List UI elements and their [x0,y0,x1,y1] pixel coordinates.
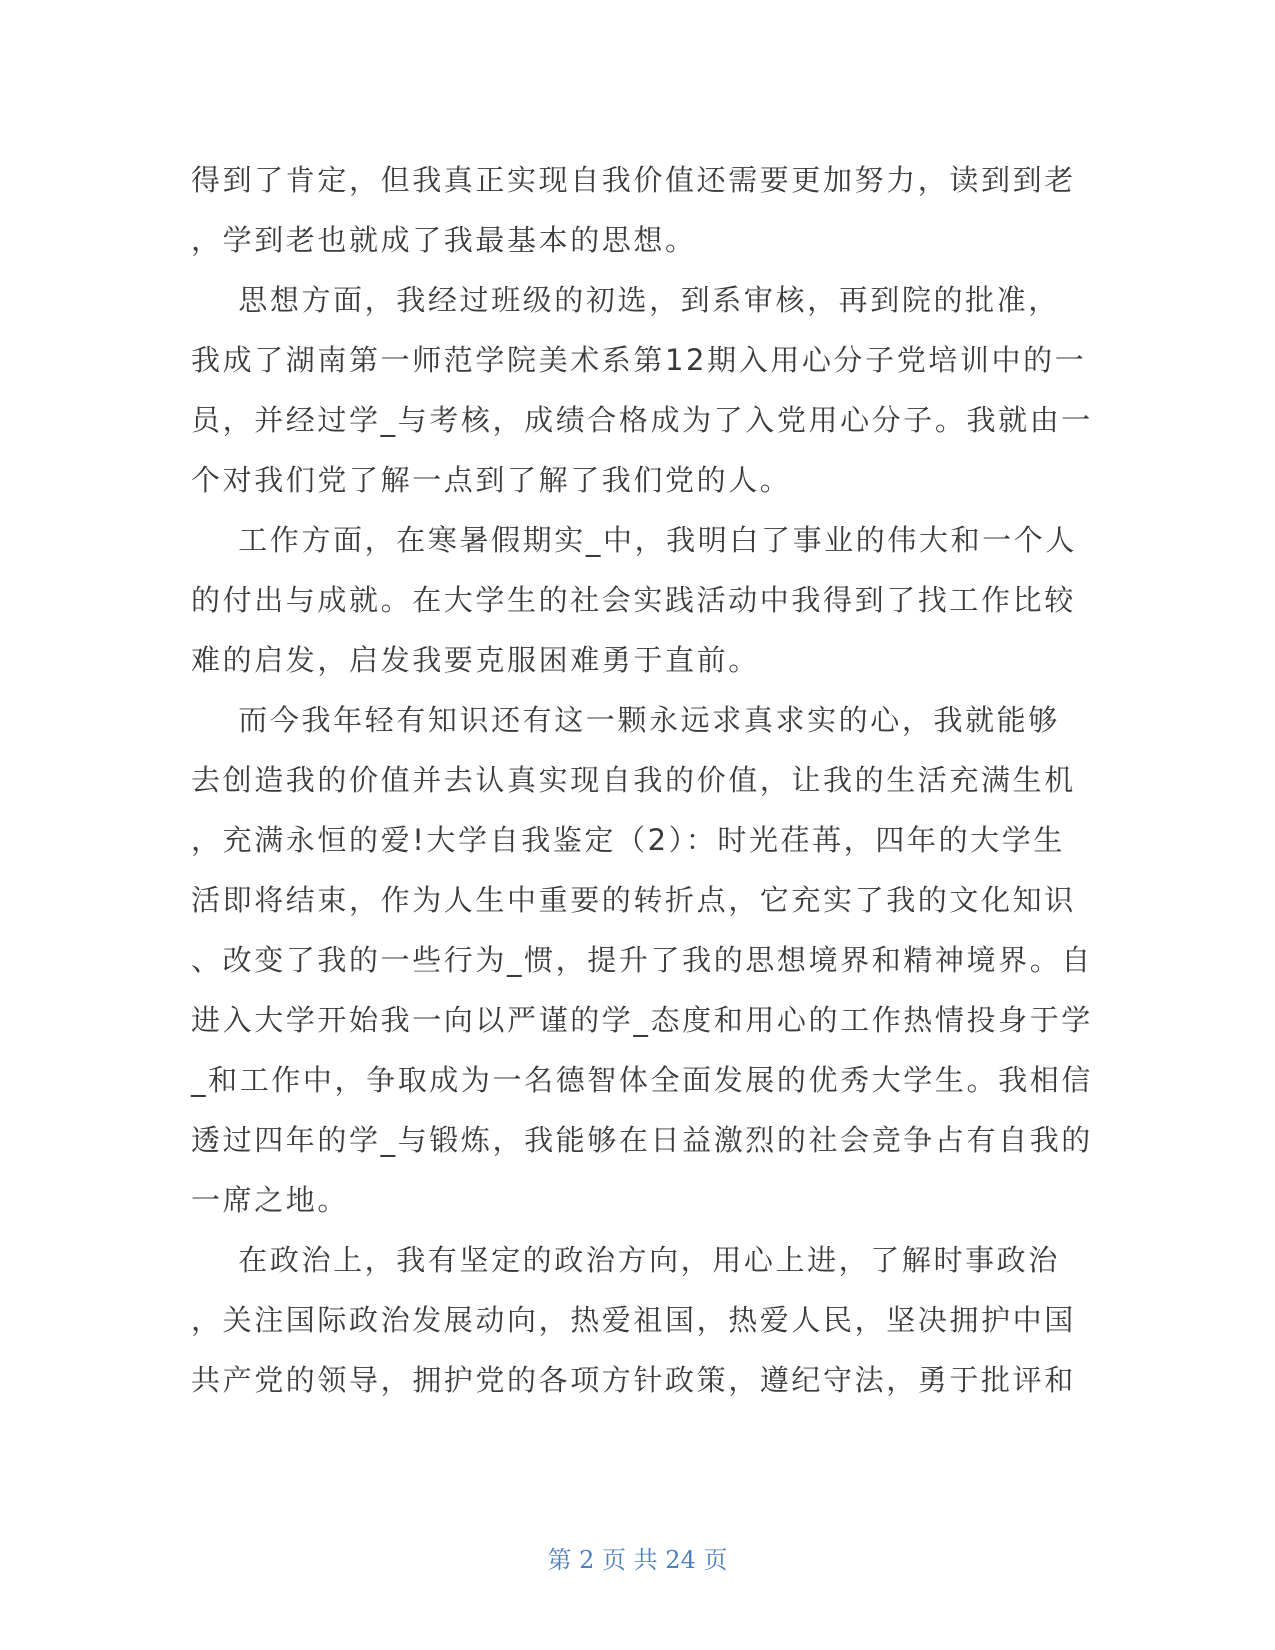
text-line: 个对我们党了解一点到了解了我们党的人。 [191,463,792,497]
page-footer [0,1540,1275,1575]
text-line: 透过四年的学_与锻炼，我能够在日益激烈的社会竞争占有自我的 [191,1123,1093,1157]
text-line: ，学到老也就成了我最基本的思想。 [191,223,697,257]
text-line: 我成了湖南第一师范学院美术系第12期入用心分子党培训中的一 [191,343,1087,377]
body-text [191,150,1091,1410]
text-line: ，充满永恒的爱!大学自我鉴定（2）：时光荏苒，四年的大学生 [191,823,1065,857]
text-line: 工作方面，在寒暑假期实_中，我明白了事业的伟大和一个人 [191,523,1077,557]
text-line: 活即将结束，作为人生中重要的转折点，它充实了我的文化知识 [191,883,1076,917]
text-line: 员，并经过学_与考核，成绩合格成为了入党用心分子。我就由一 [191,403,1093,437]
text-line: 得到了肯定，但我真正实现自我价值还需要更加努力，读到到老 [191,163,1076,197]
text-line: 难的启发，启发我要克服困难勇于直前。 [191,643,760,677]
text-line: 一席之地。 [191,1183,350,1217]
text-line: 、改变了我的一些行为_惯，提升了我的思想境界和精神境界。自 [191,943,1093,977]
text-line: 的付出与成就。在大学生的社会实践活动中我得到了找工作比较 [191,583,1076,617]
text-line: 去创造我的价值并去认真实现自我的价值，让我的生活充满生机 [191,763,1076,797]
text-line: _和工作中，争取成为一名德智体全面发展的优秀大学生。我相信 [191,1063,1093,1097]
text-line: 共产党的领导，拥护党的各项方针政策，遵纪守法，勇于批评和 [191,1363,1076,1397]
page-number: 第 2 页 共 24 页 [547,1546,728,1574]
text-line: 思想方面，我经过班级的初选，到系审核，再到院的批准， [191,283,1060,317]
text-line: 在政治上，我有坚定的政治方向，用心上进，了解时事政治 [191,1243,1060,1277]
text-line: 进入大学开始我一向以严谨的学_态度和用心的工作热情投身于学 [191,1003,1093,1037]
text-line: ，关注国际政治发展动向，热爱祖国，热爱人民，坚决拥护中国 [191,1303,1076,1337]
text-line: 而今我年轻有知识还有这一颗永远求真求实的心，我就能够 [191,703,1060,737]
